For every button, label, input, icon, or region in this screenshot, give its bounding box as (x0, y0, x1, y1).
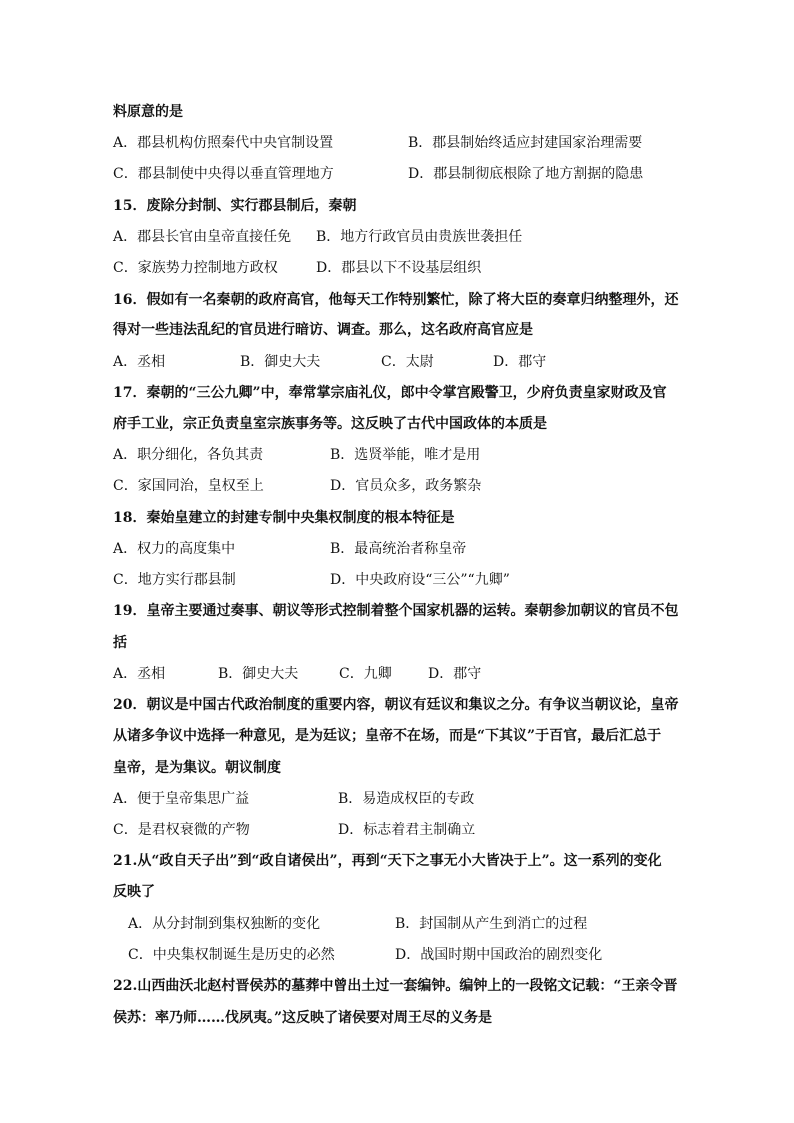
question-20-stem-line3: 皇帝，是为集议。朝议制度 (113, 760, 281, 776)
q20-option-a: A．便于皇帝集思广益 (113, 791, 250, 807)
question-17-stem-line2: 府手工业，宗正负责皇室宗族事务等。这反映了古代中国政体的本质是 (113, 416, 547, 432)
q14-option-b: B．郡县制始终适应封建国家治理需要 (408, 135, 643, 151)
question-20-stem-line2: 从诸多争议中选择一种意见，是为廷议；皇帝不在场，而是“下其议”于百官，最后汇总于 (113, 728, 662, 744)
question-22-stem-line1: 22.山西曲沃北赵村晋侯苏的墓葬中曾出土过一套编钟。编钟上的一段铭文记载：“王亲令晋 (113, 978, 678, 994)
q17-option-d: D．官员众多，政务繁杂 (330, 478, 482, 494)
question-19-stem-line2: 括 (113, 635, 127, 651)
q20-option-c: C．是君权衰微的产物 (113, 822, 250, 838)
q15-option-a: A．郡县长官由皇帝直接任免 (113, 229, 292, 245)
q16-option-a: A．丞相 (113, 354, 166, 370)
question-19-stem-line1: 19．皇帝主要通过奏事、朝议等形式控制着整个国家机器的运转。秦朝参加朝议的官员不包 (113, 603, 679, 619)
q19-option-b: B．御史大夫 (218, 666, 299, 682)
question-21-stem-line2: 反映了 (113, 884, 155, 900)
q17-option-a: A．职分细化，各负其责 (113, 447, 264, 463)
q16-option-d: D．郡守 (493, 354, 547, 370)
question-15-stem: 15．废除分封制、实行郡县制后，秦朝 (113, 198, 357, 214)
q18-option-a: A．权力的高度集中 (113, 541, 236, 557)
q19-option-c: C．九卿 (339, 666, 392, 682)
q15-option-c: C．家族势力控制地方政权 (113, 260, 278, 276)
q15-option-b: B．地方行政官员由贵族世袭担任 (316, 229, 523, 245)
q16-option-b: B．御史大夫 (240, 354, 321, 370)
q21-option-b: B．封国制从产生到消亡的过程 (395, 916, 588, 932)
question-20-stem-line1: 20．朝议是中国古代政治制度的重要内容，朝议有廷议和集议之分。有争议当朝议论，皇帝 (113, 697, 679, 713)
question-17-stem-line1: 17．秦朝的“三公九卿”中，奉常掌宗庙礼仪，郎中令掌宫殿警卫，少府负责皇家财政及官 (113, 385, 667, 401)
q18-option-b: B．最高统治者称皇帝 (330, 541, 467, 557)
q20-option-b: B．易造成权臣的专政 (338, 791, 475, 807)
q17-option-b: B．选贤举能，唯才是用 (330, 447, 481, 463)
q19-option-a: A．丞相 (113, 666, 166, 682)
q18-option-d: D．中央政府设“三公”“九卿” (330, 572, 510, 588)
q21-option-a: A．从分封制到集权独断的变化 (128, 916, 321, 932)
question-16-stem-line1: 16．假如有一名秦朝的政府高官，他每天工作特别繁忙，除了将大臣的奏章归纳整理外，还 (113, 292, 679, 308)
q17-option-c: C．家国同治，皇权至上 (113, 478, 264, 494)
question-18-stem: 18．秦始皇建立的封建专制中央集权制度的根本特征是 (113, 510, 455, 526)
q16-option-c: C．太尉 (381, 354, 434, 370)
q14-option-c: C．郡县制使中央得以垂直管理地方 (113, 166, 334, 182)
q20-option-d: D．标志着君主制确立 (338, 822, 476, 838)
question-16-stem-line2: 得对一些违法乱纪的官员进行暗访、调查。那么，这名政府高官应是 (113, 322, 533, 338)
q19-option-d: D．郡守 (428, 666, 482, 682)
q14-option-a: A．郡县机构仿照秦代中央官制设置 (113, 135, 334, 151)
q18-option-c: C．地方实行郡县制 (113, 572, 236, 588)
q21-option-d: D．战国时期中国政治的剧烈变化 (395, 947, 603, 963)
q15-option-d: D．郡县以下不设基层组织 (316, 260, 482, 276)
question-21-stem-line1: 21.从“政自天子出”到“政自诸侯出”，再到“天下之事无小大皆决于上”。这一系列的变化 (113, 853, 662, 869)
q21-option-c: C．中央集权制诞生是历史的必然 (128, 947, 335, 963)
question-14-stem-tail: 料原意的是 (113, 104, 183, 120)
q14-option-d: D．郡县制彻底根除了地方割据的隐患 (408, 166, 644, 182)
question-22-stem-line2: 侯苏：率乃师……伐夙夷。”这反映了诸侯要对周王尽的义务是 (113, 1010, 493, 1026)
